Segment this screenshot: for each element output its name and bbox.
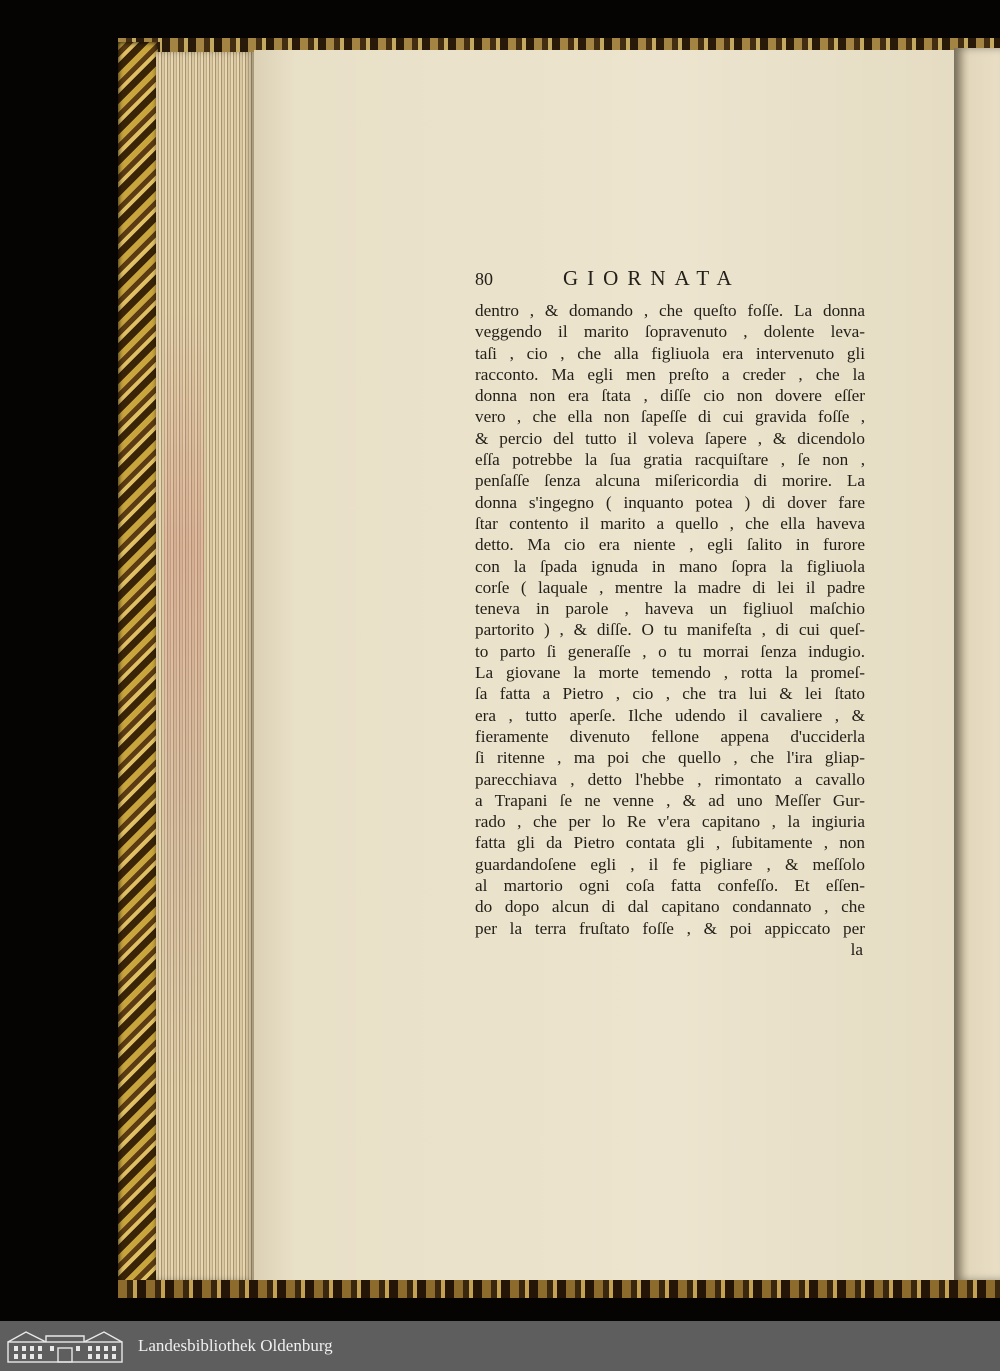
page-header xyxy=(475,266,865,300)
library-name: Landesbibliothek Oldenburg xyxy=(138,1336,333,1355)
footer-bar xyxy=(0,1321,1000,1371)
text-line: do dopo alcun di dal capitano condannato , che xyxy=(475,897,865,917)
text-line: eſſa potrebbe la ſua gratia racquiſtare , ſe non , xyxy=(475,450,865,470)
text-line: partorito ) , & diſſe. O tu manifeſta , di cui queſ- xyxy=(475,620,865,640)
text-line: con la ſpada ignuda in mano ſopra la figliuola xyxy=(475,556,865,576)
text-line: taſi , cio , che alla figliuola era intervenuto gli xyxy=(475,343,865,363)
text-line: era , tutto aperſe. Ilche udendo il cavaliere , & xyxy=(475,705,865,725)
text-line: fieramente divenuto fellone appena d'ucciderla xyxy=(475,726,865,746)
text-line: donna non era ſtata , diſſe cio non dovere eſſer xyxy=(475,386,865,406)
text-line: to parto ſi generaſſe , o tu morrai ſenza indugio. xyxy=(475,641,865,661)
text-line: penſaſſe ſenza alcuna miſericordia di morire. La xyxy=(475,471,865,491)
text-line: guardandoſene egli , il fe pigliare , & meſſolo xyxy=(475,854,865,874)
text-line: racconto. Ma egli men preſto a creder , che la xyxy=(475,364,865,384)
text-line: dentro , & domando , che queſto foſſe. La donna xyxy=(475,301,865,320)
text-line: corſe ( laquale , mentre la madre di lei il padre xyxy=(475,577,865,597)
text-line: ſi ritenne , ma poi che quello , che l'ira gliap- xyxy=(475,748,865,768)
text-line: rado , che per lo Re v'era capitano , la ingiuria xyxy=(475,812,865,832)
text-line: per la terra fruſtato foſſe , & poi appiccato per xyxy=(475,918,865,938)
text-line: veggendo il marito ſopravenuto , dolente leva- xyxy=(475,322,865,342)
page-edges xyxy=(156,52,254,1280)
text-line: donna s'ingegno ( inquanto potea ) di dover fare xyxy=(475,492,865,512)
running-head: GIORNATA xyxy=(563,266,741,290)
catchword: la xyxy=(850,939,863,959)
text-line: & percio del tutto il voleva ſapere , & dicendolo xyxy=(475,428,865,448)
library-building-icon xyxy=(6,1328,124,1364)
cover-bottom-gilding xyxy=(118,1280,1000,1298)
text-line: ſa fatta a Pietro , cio , che tra lui & lei ſtato xyxy=(475,684,865,704)
page-number: 80 xyxy=(475,269,493,289)
text-line: vero , che ella non ſapeſſe di cui gravida foſſe , xyxy=(475,407,865,427)
text-lines xyxy=(475,300,865,939)
cover-spine-gilding xyxy=(118,42,160,1294)
text-line: detto. Ma cio era niente , egli ſalito in furore xyxy=(475,535,865,555)
text-line: teneva in parole , haveva un figliuol maſchio xyxy=(475,599,865,619)
text-line: La giovane la morte temendo , rotta la promeſ- xyxy=(475,663,865,683)
text-line: fatta gli da Pietro contata gli , ſubitamente , non xyxy=(475,833,865,853)
text-line: ſtar contento il marito a quello , che ella haveva xyxy=(475,513,865,533)
text-line: al martorio ogni coſa fatta confeſſo. Et eſſen- xyxy=(475,876,865,896)
text-line: a Trapani ſe ne venne , & ad uno Meſſer Gur- xyxy=(475,790,865,810)
right-page-edge xyxy=(954,48,1000,1280)
text-line: parecchiava , detto l'hebbe , rimontato a cavallo xyxy=(475,769,865,789)
page-text xyxy=(475,266,865,960)
